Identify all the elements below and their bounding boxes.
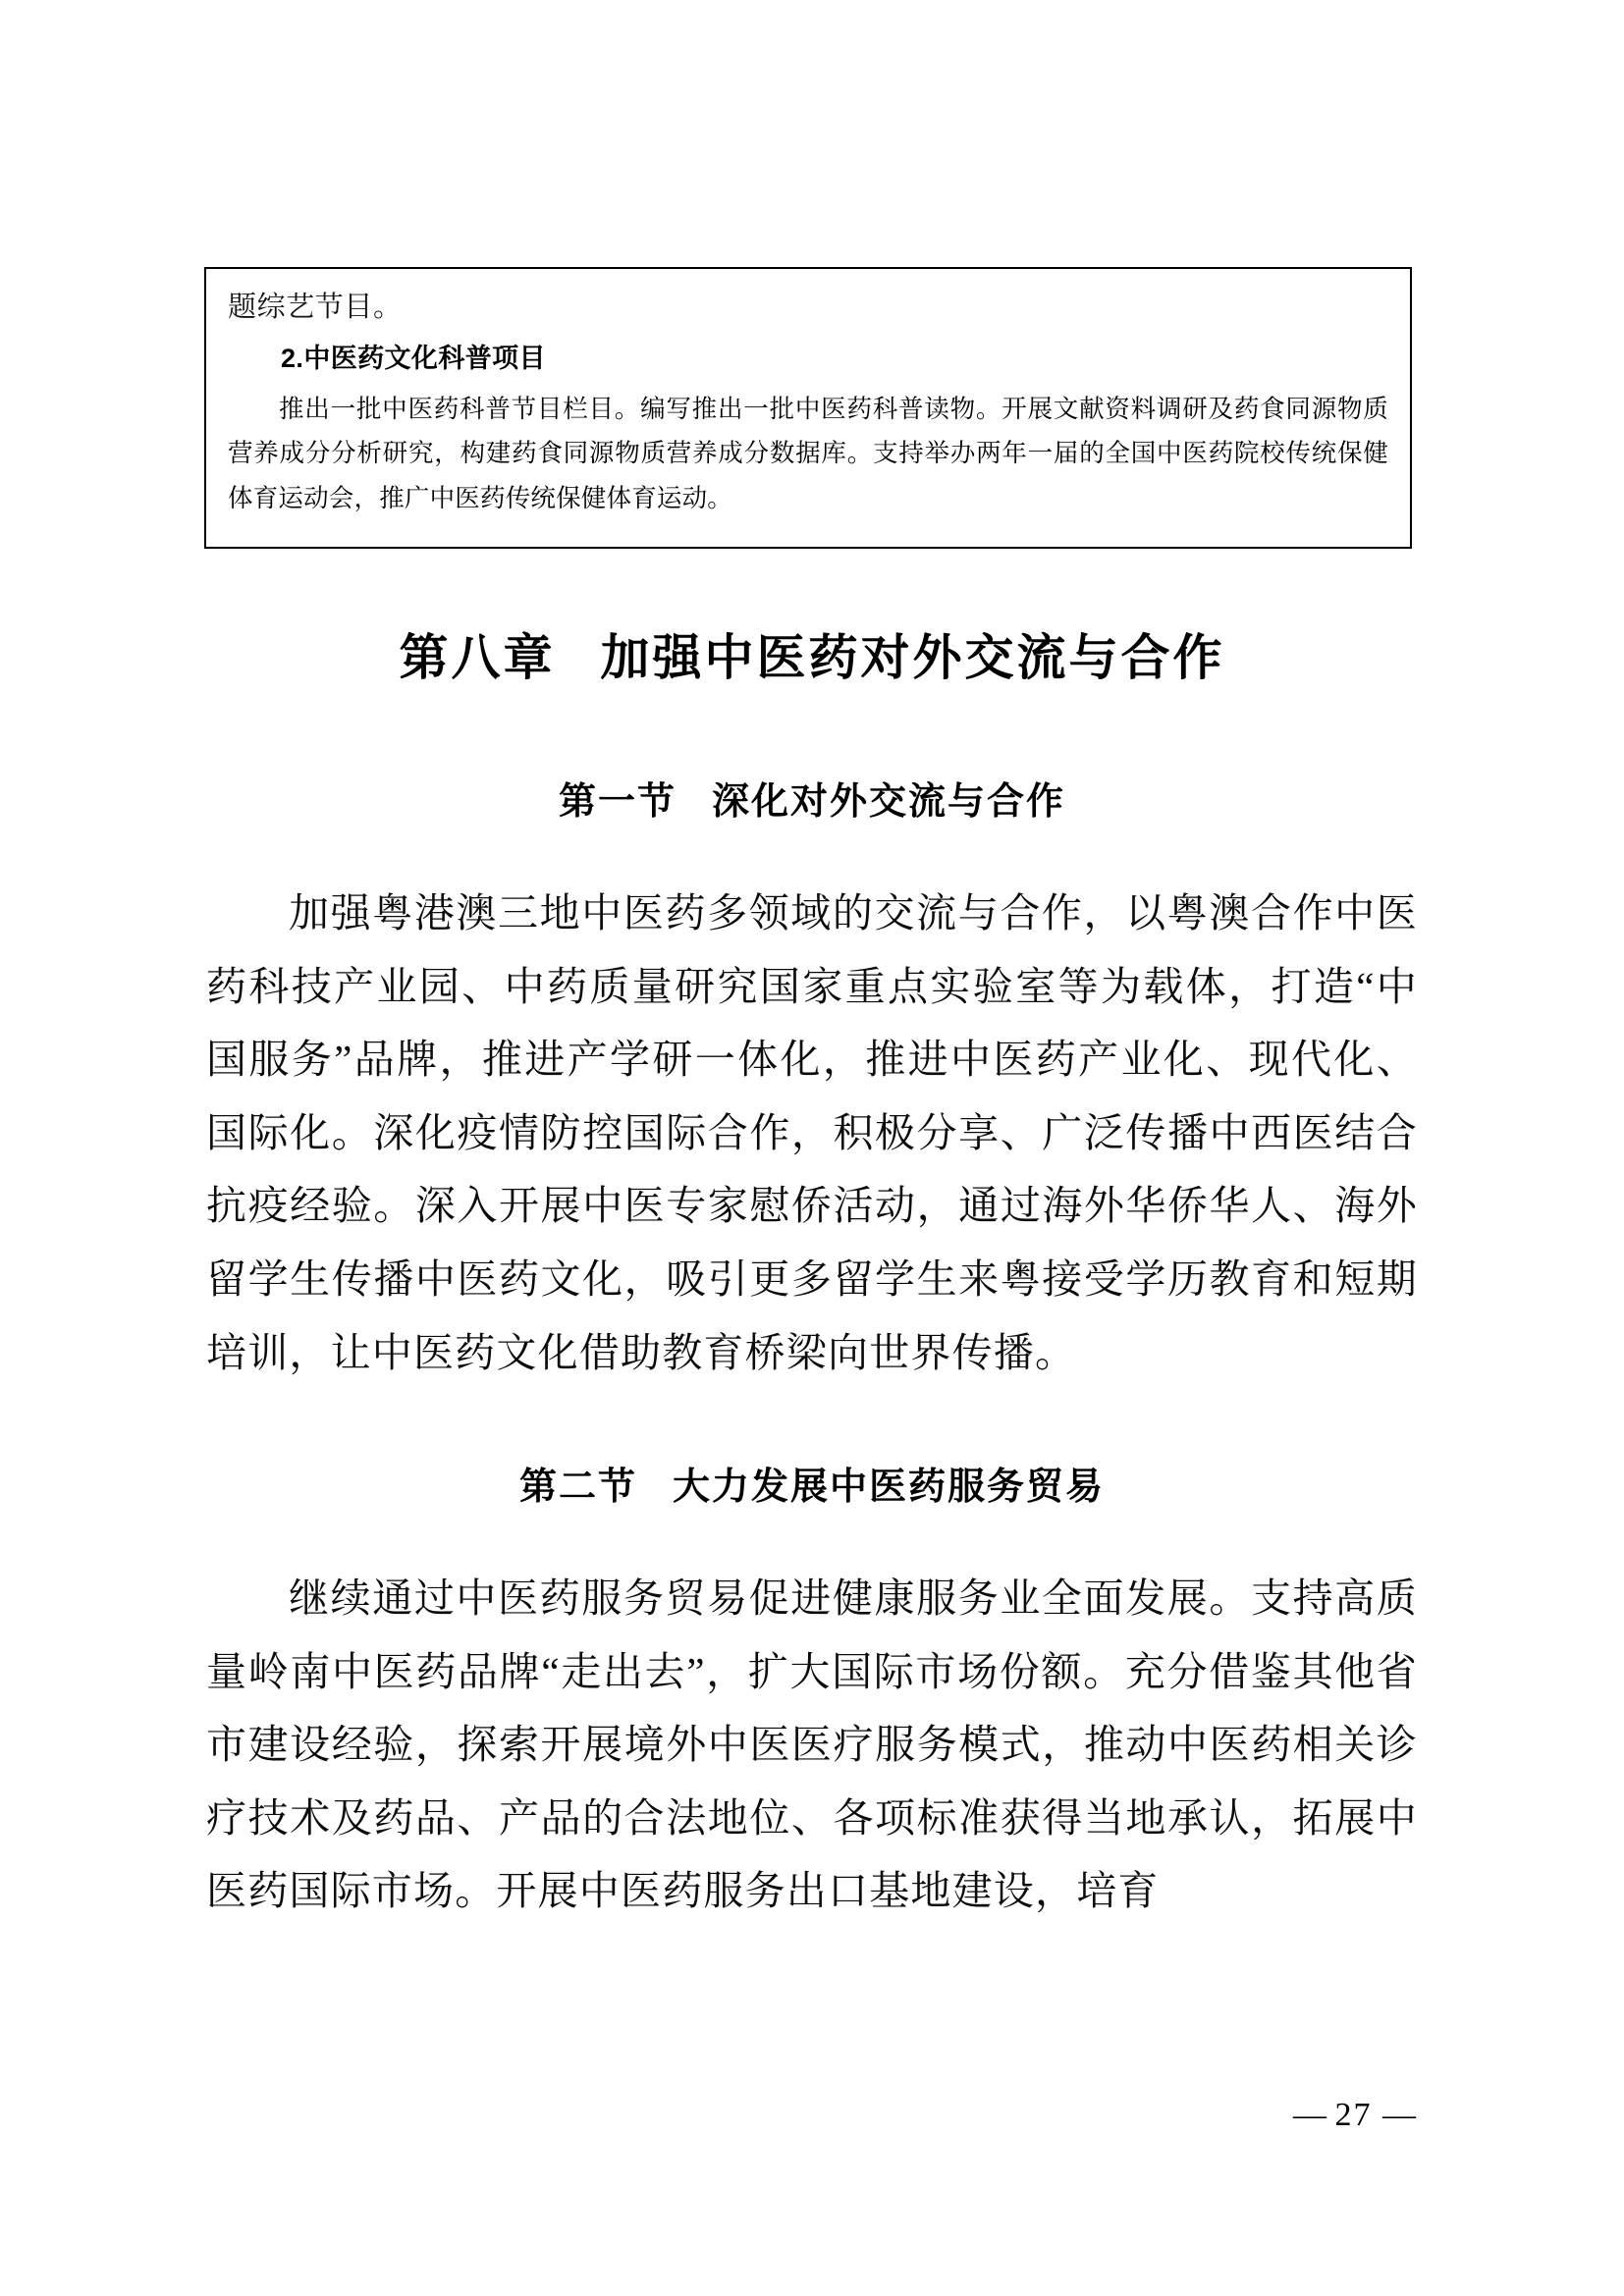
section-1-number: 第一节 <box>558 781 677 823</box>
section-heading-1 <box>0 771 1624 825</box>
note-box <box>204 267 1412 549</box>
chapter-title-text: 加强中医药对外交流与合作 <box>600 630 1225 685</box>
note-continued-line: 题综艺节目。 <box>228 292 403 323</box>
page-number-right-dash: — <box>1382 2097 1414 2133</box>
section-2-title: 大力发展中医药服务贸易 <box>673 1467 1106 1508</box>
page-number-value: 27 <box>1334 2097 1373 2133</box>
page-number-left-dash: — <box>1293 2097 1325 2133</box>
section-heading-2 <box>0 1456 1624 1510</box>
chapter-title <box>0 618 1624 689</box>
section-1-title: 深化对外交流与合作 <box>712 781 1066 823</box>
section-2-paragraph: 继续通过中医药服务贸易促进健康服务业全面发展。支持高质量岭南中医药品牌“走出去”，扩大国际市场份额。充分借鉴其他省市建设经验，探索开展境外中医医疗服务模式，推动中医药相关诊疗技术及药品、产品的合法地位、各项标准获得当地承认，拓展中医药国际市场。开展中医药服务出口基地建设，培育 <box>206 1575 1418 1914</box>
section-2-number: 第二节 <box>518 1467 637 1508</box>
section-1-paragraph: 加强粤港澳三地中医药多领域的交流与合作，以粤澳合作中医药科技产业园、中药质量研究国家重点实验室等为载体，打造“中国服务”品牌，推进产学研一体化，推进中医药产业化、现代化、国际化。深化疫情防控国际合作，积极分享、广泛传播中西医结合抗疫经验。深入开展中医专家慰侨活动，通过海外华侨华人、海外留学生传播中医药文化，吸引更多留学生来粤接受学历教育和短期培训，让中医药文化借助教育桥梁向世界传播。 <box>206 890 1418 1375</box>
page-number <box>1293 2097 1414 2134</box>
chapter-number: 第八章 <box>399 630 556 685</box>
note-sub-heading: 2.中医药文化科普项目 <box>281 343 546 373</box>
note-paragraph: 推出一批中医药科普节目栏目。编写推出一批中医药科普读物。开展文献资料调研及药食同源物质营养成分分析研究，构建药食同源物质营养成分数据库。支持举办两年一届的全国中医药院校传统保健体育运动会，推广中医药传统保健体育运动。 <box>228 395 1388 512</box>
